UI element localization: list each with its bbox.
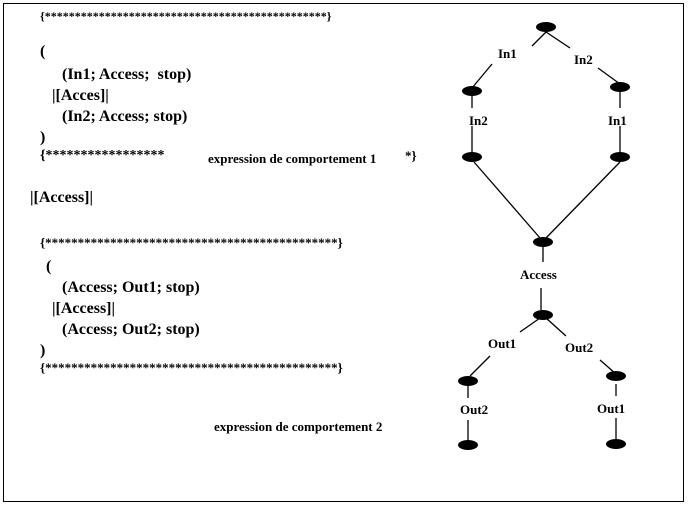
expr1-line1: (In1; Access; stop)	[62, 66, 192, 83]
state-node-access	[533, 310, 553, 320]
expr1-caption: expression de comportement 1	[208, 151, 377, 166]
state-node-out2	[606, 371, 626, 381]
expr2-line2: (Access; Out2; stop)	[62, 321, 200, 338]
edge-split-out1	[520, 318, 540, 332]
label-in1-right: In1	[608, 113, 627, 128]
edge-right-to-access	[546, 162, 620, 238]
label-out2-left: Out2	[460, 402, 489, 417]
expr1-line2: (In2; Access; stop)	[62, 108, 188, 125]
state-node-root	[536, 22, 556, 32]
expr1-open-comment: {***********************************************}	[40, 9, 332, 23]
edge-root-in1	[532, 32, 546, 46]
expr2-open-comment: {*********************************************}	[40, 235, 343, 250]
expr2-line1: (Access; Out1; stop)	[62, 279, 200, 296]
label-in2-left: In2	[469, 113, 488, 128]
edge-in2-node	[598, 68, 620, 84]
state-node-merged	[533, 237, 553, 247]
parallel-operator: |[Access]|	[30, 189, 94, 206]
expr1-open-paren: (	[40, 43, 46, 60]
expr1-close-comment-stars: {*****************	[40, 148, 165, 163]
expr2-sync: |[Access]|	[52, 300, 116, 317]
edge-out1-node	[470, 356, 490, 376]
expr1-close-paren: )	[40, 129, 46, 146]
edge-in1-node	[472, 64, 492, 88]
expr2-open-paren: (	[46, 258, 52, 275]
expr1-close-comment-end: *}	[405, 148, 417, 163]
expr1-sync: |[Acces]|	[52, 87, 109, 104]
label-access: Access	[520, 267, 557, 282]
edge-split-out2	[546, 318, 566, 336]
state-node-out1	[458, 376, 478, 386]
label-out1-right: Out1	[597, 401, 626, 416]
expr2-caption: expression de comportement 2	[214, 419, 383, 434]
expr2-close-comment: {*********************************************}	[40, 360, 343, 375]
label-out1-mid: Out1	[488, 336, 517, 351]
label-in2-top: In2	[574, 52, 593, 67]
state-node-right-in1	[610, 152, 630, 162]
edge-root-in2	[546, 32, 570, 48]
state-node-in1	[462, 86, 482, 96]
edge-left-to-access	[474, 162, 540, 238]
expr2-close-paren: )	[40, 342, 46, 359]
state-node-left-in2	[462, 152, 482, 162]
state-node-in2	[610, 82, 630, 92]
label-out2-mid: Out2	[565, 340, 594, 355]
label-in1-top: In1	[498, 46, 517, 61]
state-node-right-out1	[606, 439, 626, 449]
state-node-left-out2	[458, 440, 478, 450]
